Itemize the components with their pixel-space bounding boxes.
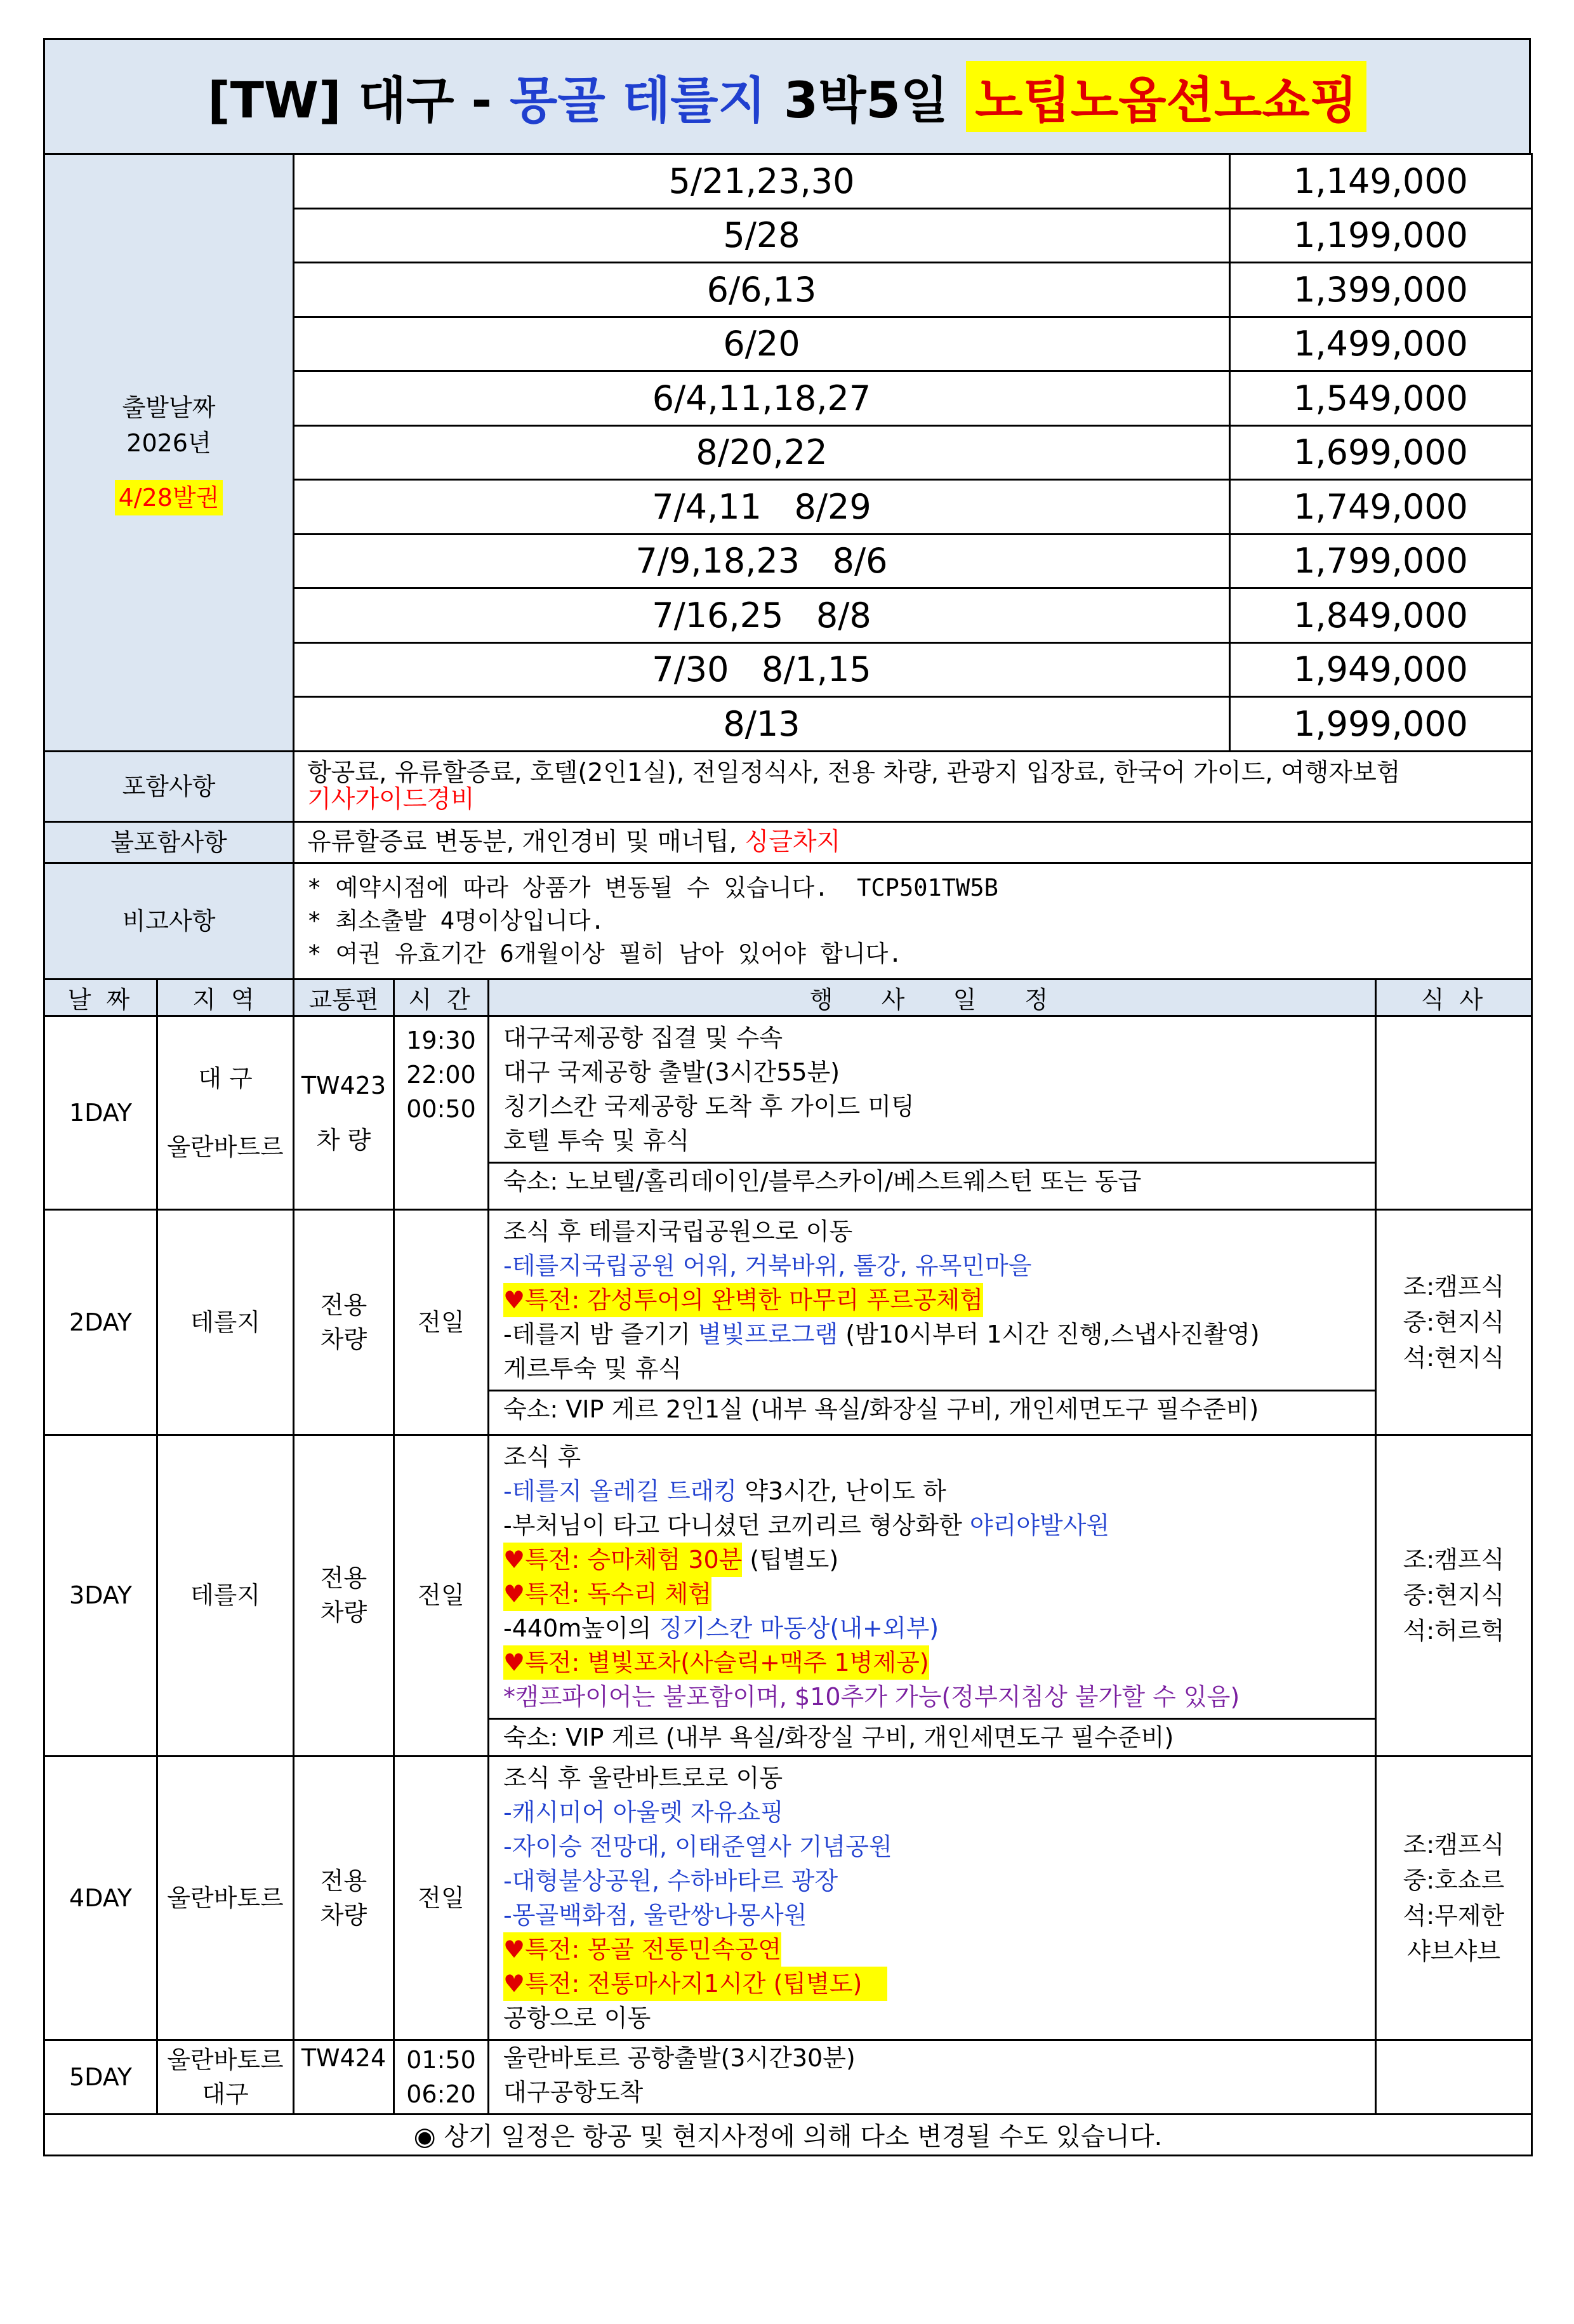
day-times [394, 2040, 489, 2114]
remark-line: * 여권 유효기간 6개월이상 필히 남아 있어야 합니다. [307, 940, 903, 967]
meal-line: 조:캠프식 [1403, 1830, 1505, 1859]
title-badge: 노팁노옵션노쇼핑 [966, 61, 1366, 132]
event-line: -몽골백화점, 울란쌍나몽사원 [503, 1901, 807, 1929]
special-benefit: ♥특전: 몽골 전통민속공연 [503, 1932, 781, 1967]
transport-line: TW423 [301, 1071, 387, 1099]
event-line: -대형불상공원, 수하바타르 광장 [503, 1866, 838, 1895]
excluded-label: 불포함사항 [44, 821, 294, 863]
event-line: 호텔 투숙 및 휴식 [503, 1126, 690, 1155]
departure-price: 1,999,000 [1230, 697, 1532, 752]
day-time: 전일 [394, 1756, 489, 2040]
remarks-label: 비고사항 [44, 863, 294, 979]
day-meals [1376, 1756, 1532, 2040]
departure-price: 1,499,000 [1230, 317, 1532, 371]
header-region: 지 역 [157, 979, 294, 1016]
event-line: 공항으로 이동 [503, 2003, 651, 2032]
header-day: 날 짜 [44, 979, 157, 1016]
accommodation: 숙소: 노보텔/홀리데이인/블루스카이/베스트웨스턴 또는 동급 [489, 1162, 1375, 1199]
departure-price: 1,799,000 [1230, 534, 1532, 588]
day-times [394, 1016, 489, 1209]
meal-line: 중:호쇼르 [1403, 1866, 1505, 1894]
region-line: 울란바토르 [167, 2045, 284, 2074]
event-line [503, 1317, 1366, 1351]
event-text: 징기스칸 마동상(내+외부) [659, 1614, 939, 1642]
departure-date: 7/4,11 8/29 [294, 480, 1230, 535]
day-time: 전일 [394, 1209, 489, 1435]
meal-line: 석:허르헉 [1403, 1617, 1505, 1645]
meal-line: 샤브샤브 [1407, 1937, 1500, 1965]
event-line: 칭기스칸 국제공항 도착 후 가이드 미팅 [503, 1092, 915, 1120]
day2-row [44, 1209, 1532, 1435]
itinerary-sheet [43, 38, 1531, 2156]
region-line: 대구 [202, 2080, 249, 2108]
event-line: 조식 후 울란바트로로 이동 [503, 1763, 783, 1792]
day-label: 3DAY [44, 1435, 157, 1756]
meal-line: 석:현지식 [1403, 1343, 1505, 1372]
day-schedule [489, 2040, 1376, 2114]
departure-year: 2026년 [126, 428, 211, 457]
transport-text: 전용 차량 [320, 1866, 367, 1929]
day-transport [294, 1756, 394, 2040]
day-time: 전일 [394, 1435, 489, 1756]
remark-line: * 최소출발 4명이상입니다. [307, 906, 605, 934]
event-line: 대구공항도착 [503, 2078, 644, 2106]
departure-price: 1,549,000 [1230, 371, 1532, 426]
included-text: 항공료, 유류할증료, 호텔(2인1실), 전일정식사, 전용 차량, 관광지 입장료, 한국어 가이드, 여행자보험 [307, 758, 1401, 787]
accommodation: 숙소: VIP 게르 (내부 욕실/화장실 구비, 개인세면도구 필수준비) [489, 1718, 1375, 1755]
departure-date: 7/9,18,23 8/6 [294, 534, 1230, 588]
page-title [44, 39, 1530, 154]
special-benefit: ♥특전: 독수리 체험 [503, 1577, 711, 1611]
accommodation: 숙소: VIP 게르 2인1실 (내부 욕실/화장실 구비, 개인세면도구 필수준비) [489, 1390, 1375, 1427]
event-line: 조식 후 테를지국립공원으로 이동 [503, 1217, 853, 1245]
title-destination: 몽골 테를지 [509, 72, 766, 129]
header-meal: 식 사 [1376, 979, 1532, 1016]
departure-price: 1,199,000 [1230, 208, 1532, 263]
schedule-table [43, 978, 1533, 2156]
event-line: 게르투숙 및 휴식 [503, 1354, 682, 1383]
event-line: -캐시미어 아울렛 자유쇼핑 [503, 1798, 784, 1826]
excluded-extra: 싱글차지 [744, 827, 841, 856]
departure-date: 5/21,23,30 [294, 154, 1230, 209]
day-meals [1376, 1209, 1532, 1435]
day3-row [44, 1435, 1532, 1756]
day-schedule [489, 1435, 1376, 1756]
footer-note: ◉ 상기 일정은 항공 및 현지사정에 의해 다소 변경될 수도 있습니다. [44, 2114, 1532, 2155]
event-line: -테를지국립공원 어워, 거북바위, 톨강, 유목민마을 [503, 1251, 1032, 1280]
event-text: 약3시간, 난이도 하 [737, 1477, 946, 1505]
day-meals [1376, 1435, 1532, 1756]
ticketing-date: 4/28발권 [115, 480, 223, 515]
event-text: (팁별도) [742, 1545, 839, 1574]
event-text: -테를지 올레길 트래킹 [503, 1477, 737, 1505]
included-cell [294, 751, 1532, 821]
remarks-cell [294, 863, 1532, 979]
event-text: -440m높이의 [503, 1614, 659, 1642]
event-line: 대구 국제공항 출발(3시간55분) [503, 1058, 840, 1086]
event-line: 대구국제공항 집결 및 수속 [503, 1023, 783, 1052]
departure-price: 1,699,000 [1230, 425, 1532, 480]
departure-date: 6/4,11,18,27 [294, 371, 1230, 426]
region-line: 울란바트르 [167, 1132, 284, 1161]
transport-line: 차 량 [316, 1125, 371, 1154]
day-region: 테를지 [157, 1209, 294, 1435]
schedule-header [44, 979, 1532, 1016]
region-line: 대 구 [198, 1064, 253, 1092]
time-line: 19:30 [406, 1026, 476, 1054]
time-line: 22:00 [406, 1060, 476, 1089]
event-line: 울란바토르 공항출발(3시간30분) [503, 2043, 856, 2072]
event-text: (밤10시부터 1시간 진행,스냅사진촬영) [838, 1320, 1260, 1348]
special-benefit: ♥특전: 승마체험 30분 [503, 1543, 742, 1577]
departure-label: 출발날짜 [122, 393, 216, 422]
departure-price: 1,149,000 [1230, 154, 1532, 209]
header-time: 시 간 [394, 979, 489, 1016]
departure-label-cell [44, 154, 294, 752]
event-text: -부처님이 타고 다니셨던 코끼리르 형상화한 [503, 1511, 970, 1539]
day-transport [294, 1435, 394, 1756]
departure-price: 1,749,000 [1230, 480, 1532, 535]
event-line [503, 1611, 1366, 1645]
day-label: 5DAY [44, 2040, 157, 2114]
excluded-cell [294, 821, 1532, 863]
day-schedule [489, 1209, 1376, 1435]
departure-date: 6/20 [294, 317, 1230, 371]
departure-price: 1,949,000 [1230, 642, 1532, 697]
day-transport [294, 1209, 394, 1435]
meal-line: 중:현지식 [1403, 1581, 1505, 1609]
transport-text: 전용 차량 [320, 1564, 367, 1626]
title-prefix: [TW] 대구 - [208, 72, 492, 129]
header-transport: 교통편 [294, 979, 394, 1016]
event-line [503, 1543, 1366, 1577]
remark-line: * 예약시점에 따라 상품가 변동될 수 있습니다. TCP501TW5B [307, 873, 998, 901]
price-table [43, 153, 1533, 980]
special-benefit: ♥특전: 감성투어의 완벽한 마무리 푸르공체험 [503, 1283, 983, 1317]
event-line: *캠프파이어는 불포함이며, $10추가 가능(정부지침상 불가할 수 있음) [503, 1682, 1240, 1711]
departure-date: 5/28 [294, 208, 1230, 263]
included-label: 포함사항 [44, 751, 294, 821]
event-text: -테를지 밤 즐기기 [503, 1320, 698, 1348]
day-region [157, 2040, 294, 2114]
day-label: 1DAY [44, 1016, 157, 1209]
departure-date: 6/6,13 [294, 263, 1230, 317]
day5-row [44, 2040, 1532, 2114]
title-duration: 3박5일 [783, 72, 949, 129]
day-meals [1376, 2040, 1532, 2114]
title-table [43, 38, 1531, 155]
day-transport: TW424 [294, 2040, 394, 2114]
event-line [503, 1508, 1366, 1543]
event-text: 야리야발사원 [969, 1511, 1110, 1539]
day-label: 2DAY [44, 1209, 157, 1435]
departure-date: 7/16,25 8/8 [294, 588, 1230, 643]
day1-row [44, 1016, 1532, 1209]
day-region: 테를지 [157, 1435, 294, 1756]
day-schedule [489, 1756, 1376, 2040]
departure-price: 1,849,000 [1230, 588, 1532, 643]
event-text: 별빛프로그램 [698, 1320, 838, 1348]
departure-date: 8/13 [294, 697, 1230, 752]
meal-line: 조:캠프식 [1403, 1546, 1505, 1574]
special-benefit: ♥특전: 별빛포차(사슬릭+맥주 1병제공) [503, 1645, 929, 1680]
excluded-text: 유류할증료 변동분, 개인경비 및 매너팁, [307, 827, 745, 856]
meal-line: 조:캠프식 [1403, 1272, 1505, 1301]
day-region: 울란바토르 [157, 1756, 294, 2040]
day-region [157, 1016, 294, 1209]
event-line: -자이승 전망대, 이태준열사 기념공원 [503, 1832, 892, 1861]
day-meals [1376, 1016, 1532, 1209]
special-benefit: ♥특전: 전통마사지1시간 (팁별도) [503, 1967, 887, 2001]
departure-date: 7/30 8/1,15 [294, 642, 1230, 697]
departure-price: 1,399,000 [1230, 263, 1532, 317]
time-line: 06:20 [406, 2080, 476, 2108]
header-schedule: 행 사 일 정 [489, 979, 1376, 1016]
day4-row [44, 1756, 1532, 2040]
day-label: 4DAY [44, 1756, 157, 2040]
included-extra: 기사가이드경비 [307, 785, 475, 814]
meal-line: 중:현지식 [1403, 1308, 1505, 1336]
event-line: 조식 후 [503, 1442, 581, 1471]
day-transport [294, 1016, 394, 1209]
time-line: 01:50 [406, 2045, 476, 2074]
transport-text: 전용 차량 [320, 1291, 367, 1353]
meal-line: 석:무제한 [1403, 1901, 1505, 1930]
day-schedule [489, 1016, 1376, 1209]
event-line [503, 1474, 1366, 1508]
time-line: 00:50 [406, 1094, 476, 1123]
departure-date: 8/20,22 [294, 425, 1230, 480]
